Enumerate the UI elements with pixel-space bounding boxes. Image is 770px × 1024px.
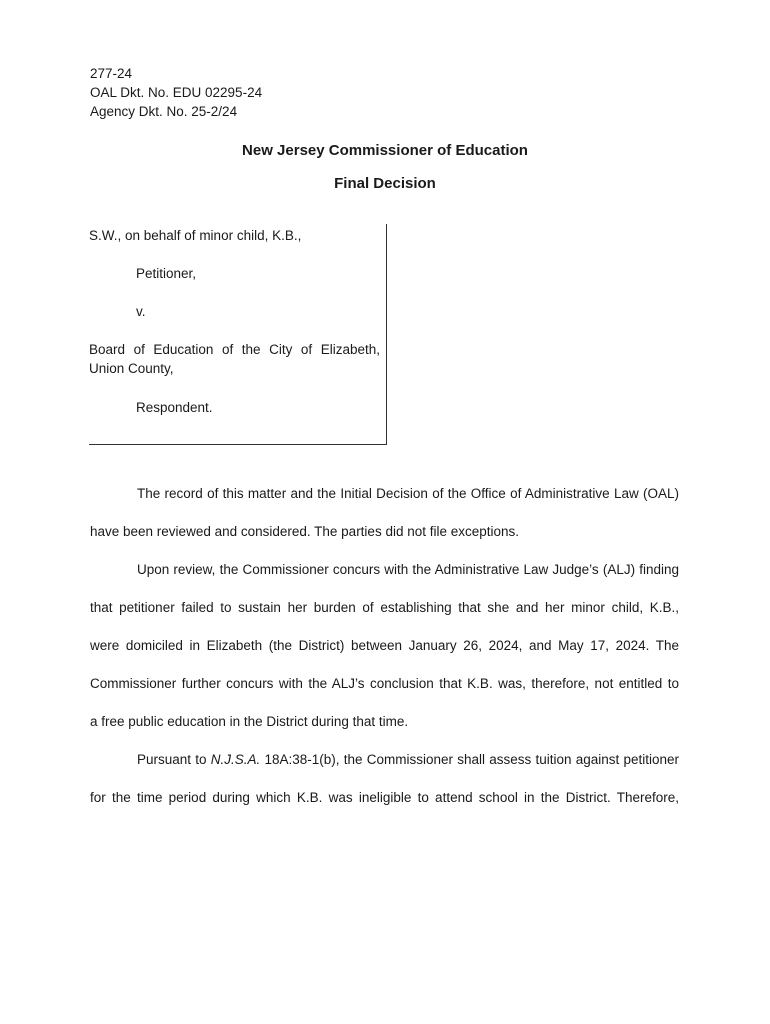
versus-label: v. [136, 304, 146, 319]
petitioner-party: S.W., on behalf of minor child, K.B., [89, 228, 302, 243]
case-caption [89, 224, 387, 445]
petitioner-role: Petitioner, [136, 266, 197, 281]
body-text-segment: 18A:38-1(b), the Commissioner shall assess tuition against petitioner [264, 752, 679, 767]
body-line: a free public education in the District during that time. [90, 714, 409, 729]
decision-number: 277-24 [90, 66, 133, 81]
document-subtitle: Final Decision [334, 175, 436, 192]
document-title: New Jersey Commissioner of Education [242, 142, 528, 159]
body-line-statute [137, 750, 679, 769]
body-line: Commissioner further concurs with the ALJ’s conclusion that K.B. was, therefore, not entitled to [90, 676, 679, 691]
body-line: for the time period during which K.B. was ineligible to attend school in the District. Therefore, [90, 790, 679, 805]
statute-citation: N.J.S.A. [210, 752, 261, 767]
body-line: have been reviewed and considered. The parties did not file exceptions. [90, 524, 520, 539]
body-line: The record of this matter and the Initial Decision of the Office of Administrative Law (OAL) [137, 486, 679, 501]
body-text-segment: Pursuant to [137, 752, 207, 767]
respondent-role: Respondent. [136, 400, 213, 415]
body-line: were domiciled in Elizabeth (the District) between January 26, 2024, and May 17, 2024. The [90, 638, 679, 653]
respondent-party: Board of Education of the City of Elizabeth, Union County, [89, 342, 380, 376]
body-line: that petitioner failed to sustain her burden of establishing that she and her minor child, K.B., [90, 600, 679, 615]
agency-docket-number: Agency Dkt. No. 25-2/24 [90, 104, 238, 119]
oal-docket-number: OAL Dkt. No. EDU 02295-24 [90, 85, 263, 100]
docket-header [90, 64, 262, 121]
body-line: Upon review, the Commissioner concurs with the Administrative Law Judge’s (ALJ) finding [137, 562, 679, 577]
